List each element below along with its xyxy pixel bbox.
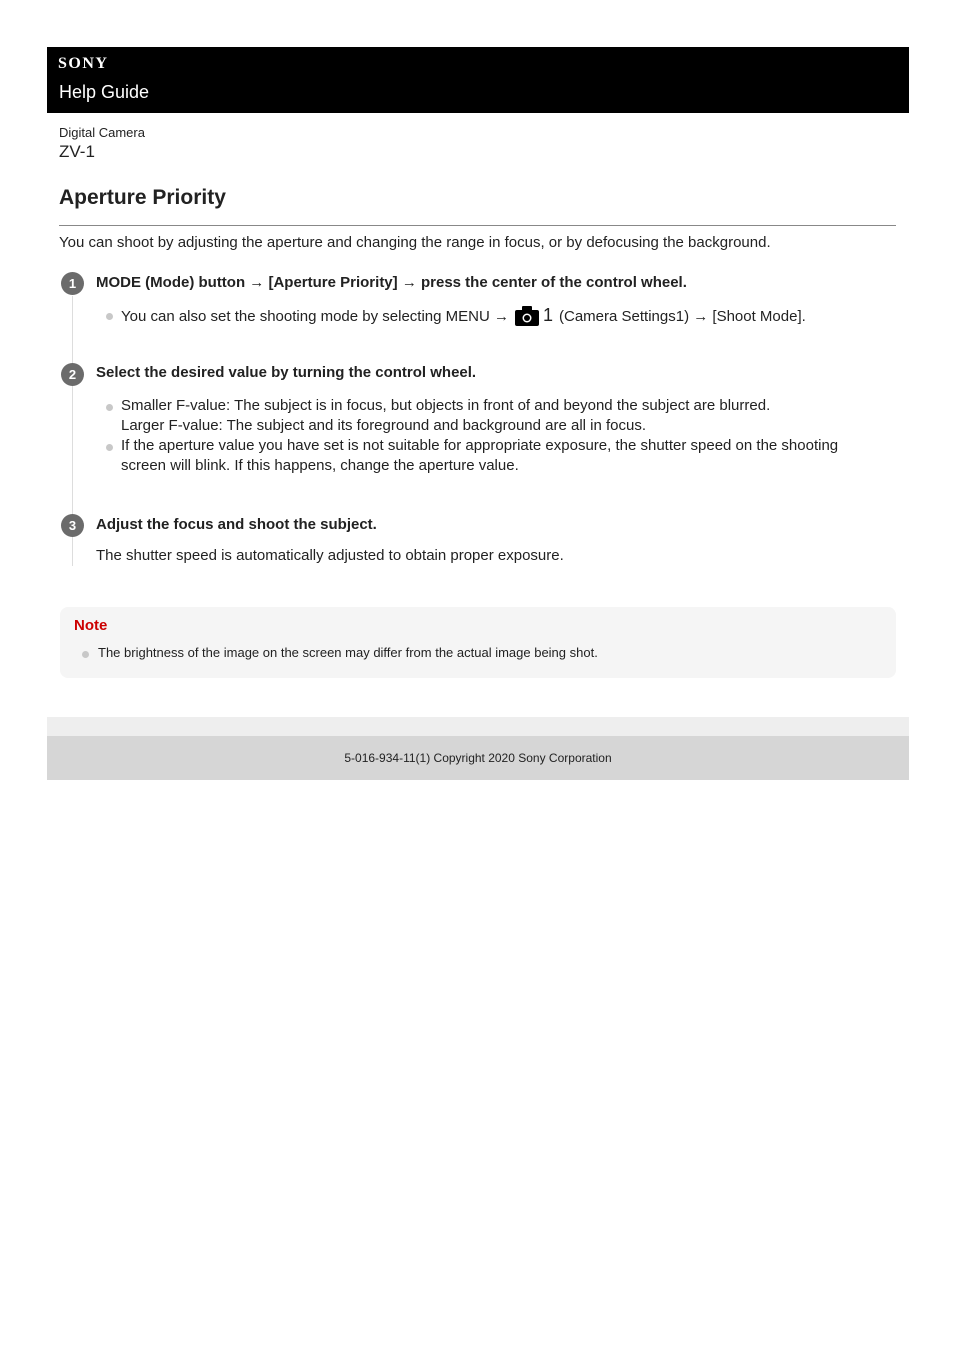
step-1-badge: 1	[61, 272, 84, 295]
intro-text: You can shoot by adjusting the aperture and changing the range in focus, or by defocusing the background.	[59, 234, 771, 251]
bullet-icon	[106, 444, 113, 451]
note-box	[60, 607, 896, 678]
step-3-description: The shutter speed is automatically adjusted to obtain proper exposure.	[96, 547, 564, 564]
bullet-icon	[82, 651, 89, 658]
note-item: The brightness of the image on the screen may differ from the actual image being shot.	[98, 645, 598, 660]
product-model: ZV-1	[59, 142, 95, 161]
step-2-badge: 2	[61, 363, 84, 386]
step-3-title: Adjust the focus and shoot the subject.	[96, 516, 377, 533]
bullet-line: If the aperture value you have set is not suitable for appropriate exposure, the shutter speed on the shooting	[121, 437, 839, 454]
camera-settings-number: 1	[543, 305, 554, 325]
copyright-text: 5-016-934-11(1) Copyright 2020 Sony Corporation	[344, 751, 612, 765]
step-2-title: Select the desired value by turning the control wheel.	[96, 364, 477, 381]
bullet-text-before-icon: You can also set the shooting mode by selecting MENU →	[121, 308, 509, 325]
bullet-line: Smaller F-value: The subject is in focus, but objects in front of and beyond the subject are blurred.	[121, 397, 771, 414]
bullet-line: Larger F-value: The subject and its foreground and background are all in focus.	[121, 417, 647, 434]
help-guide-title: Help Guide	[59, 82, 150, 102]
step-1-title: MODE (Mode) button → [Aperture Priority] → press the center of the control wheel.	[96, 274, 687, 291]
note-title: Note	[74, 617, 108, 634]
page-title: Aperture Priority	[59, 186, 226, 209]
header-bar	[47, 47, 909, 113]
step-2-bullet-2	[121, 436, 838, 476]
product-category: Digital Camera	[59, 125, 145, 140]
bullet-icon	[106, 404, 113, 411]
step-1-bullet-1	[121, 305, 806, 333]
bullet-line: screen will blink. If this happens, change the aperture value.	[121, 457, 519, 474]
bullet-icon	[106, 313, 113, 320]
title-divider	[59, 225, 896, 226]
bullet-text-after-icon: (Camera Settings1) → [Shoot Mode].	[559, 308, 806, 325]
footer-spacer	[47, 717, 909, 736]
sony-logo: SONY	[58, 55, 109, 72]
footer	[47, 736, 909, 780]
step-3-badge: 3	[61, 514, 84, 537]
step-2-bullet-1	[121, 396, 770, 436]
